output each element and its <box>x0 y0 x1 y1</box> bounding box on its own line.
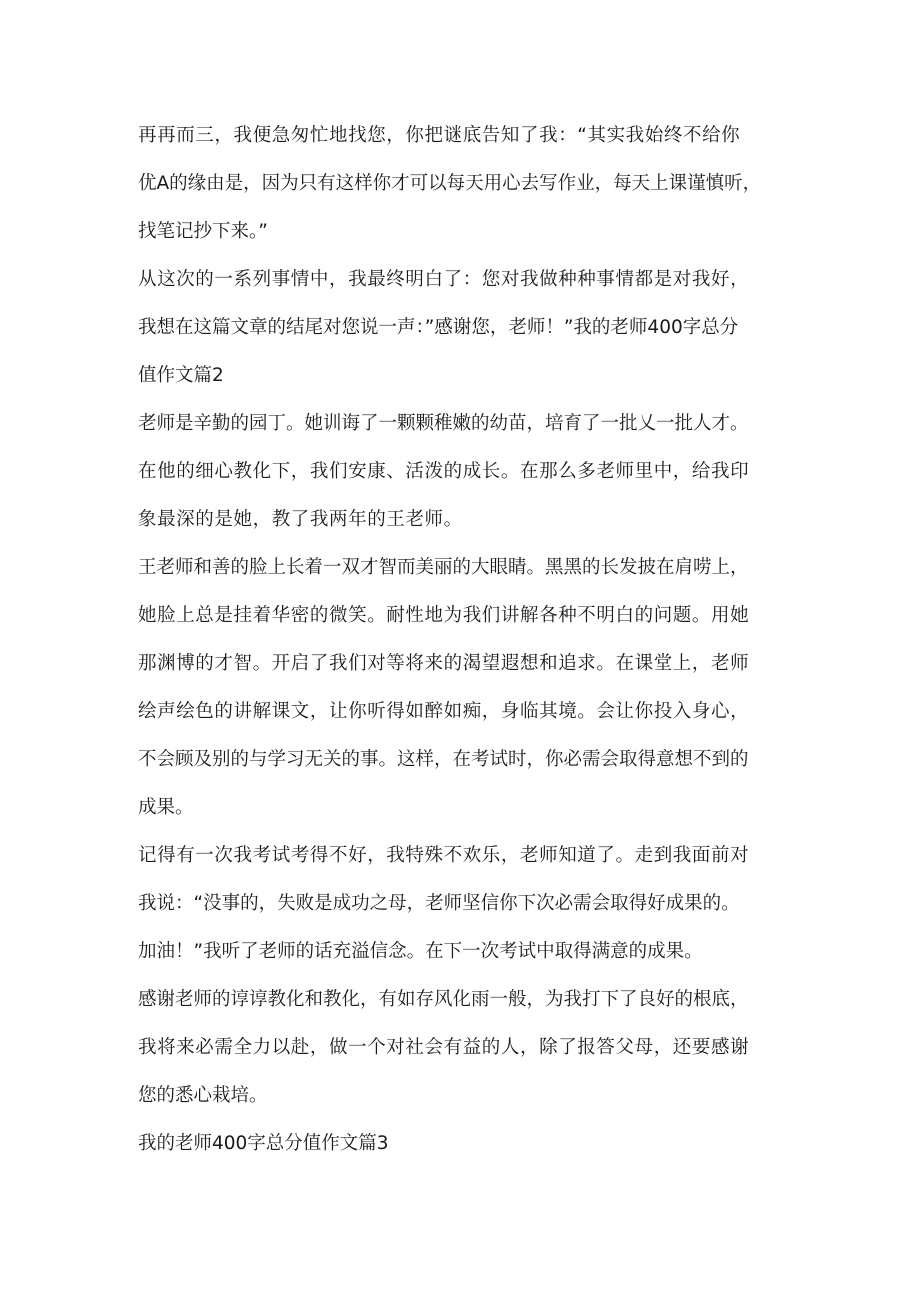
text-line-5: 我想在这篇文章的结尾对您说一声：”感谢您，老师！”我的老师400字总分 <box>138 317 739 338</box>
text-line-12: 那渊博的才智。开启了我们对等将来的渴望遐想和追求。在课堂上，老师 <box>138 653 750 674</box>
section-heading-2-tail: 值作文篇2 <box>138 365 224 386</box>
text-line-1: 再再而三，我便急匆忙地找您，你把谜底告知了我：“其实我始终不给你 <box>138 125 741 146</box>
text-line-13: 绘声绘色的讲解课文，让你听得如醉如痴，身临其境。会让你投入身心， <box>138 701 750 722</box>
section-heading-3: 我的老师400字总分值作文篇3 <box>138 1133 389 1154</box>
text-line-4: 从这次的一系列事情中，我最终明白了：您对我做种种事情都是对我好， <box>138 269 750 290</box>
article-body <box>138 112 798 1168</box>
text-line-15: 成果。 <box>138 797 194 818</box>
text-line-3: 找笔记抄下来。” <box>138 221 268 242</box>
text-line-7: 老师是辛勤的园丁。她训诲了一颗颗稚嫩的幼苗，培育了一批乂一批人才。 <box>138 413 749 434</box>
text-line-21: 您的悉心栽培。 <box>138 1085 268 1106</box>
text-line-9: 象最深的是她，教了我两年的王老师。 <box>138 509 463 530</box>
text-line-2: 优A的缘由是，因为只有这样你才可以每天用心去写作业，每天上课谨慎听， <box>138 173 762 194</box>
text-line-10: 王老师和善的脸上长着一双才智而美丽的大眼睛。黑黑的长发披在肩唠上， <box>138 557 749 578</box>
text-line-19: 感谢老师的谆谆教化和教化，有如存风化雨一般，为我打下了良好的根底， <box>138 989 749 1010</box>
text-line-11: 她脸上总是挂着华密的微笑。耐性地为我们讲解各种不明白的问题。用她 <box>138 605 750 626</box>
text-line-17: 我说：“没事的，失败是成功之母，老师坚信你下次必需会取得好成果的。 <box>138 893 740 914</box>
text-line-16: 记得有一次我考试考得不好，我特殊不欢乐，老师知道了。走到我面前对 <box>138 845 750 866</box>
text-line-20: 我将来必需全力以赴，做一个对社会有益的人，除了报答父母，还要感谢 <box>138 1037 750 1058</box>
text-line-14: 不会顾及别的与学习无关的事。这样，在考试时，你必需会取得意想不到的 <box>138 749 749 770</box>
text-line-8: 在他的细心教化下，我们安康、活泼的成长。在那么多老师里中，给我印 <box>138 461 750 482</box>
text-line-18: 加油！”我听了老师的话充溢信念。在下一次考试中取得满意的成果。 <box>138 941 703 962</box>
